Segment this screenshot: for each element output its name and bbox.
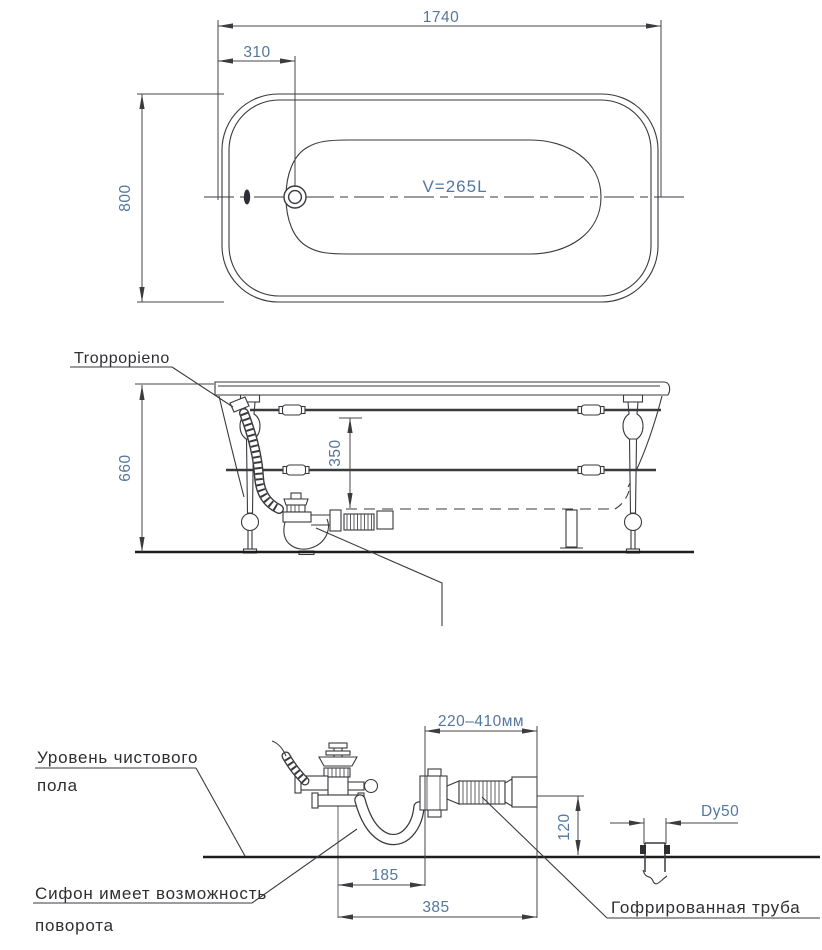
corrugated-pipe-assembly	[420, 769, 537, 817]
overflow-hole	[244, 190, 250, 205]
dimension-overflow-height	[327, 418, 362, 508]
pipe-diameter-callout	[610, 803, 739, 844]
tub-bottom-hidden-curve	[615, 491, 629, 509]
dimension-height	[117, 384, 214, 552]
dim-length-1740: 1740	[422, 9, 460, 26]
drain-fitting-detail	[295, 743, 378, 918]
wall-pipe-dy50	[640, 843, 670, 884]
dim-width-800: 800	[117, 184, 134, 212]
dim-outlet-height-120: 120	[556, 813, 573, 841]
dim-siphon-offset-185: 185	[371, 867, 399, 884]
installation-detail	[33, 713, 820, 935]
siphon-rotation-callout	[33, 829, 357, 935]
dim-drain-offset-310: 310	[243, 44, 271, 61]
leader-to-detail	[316, 528, 442, 626]
side-view	[70, 350, 694, 626]
corrugated-pipe-label: Гофрированная труба	[611, 898, 801, 917]
pipe-diameter-label: Dy50	[701, 803, 740, 820]
floor-level-label-line2: пола	[37, 776, 78, 795]
dim-height-660: 660	[117, 454, 134, 482]
dim-overflow-height-350: 350	[327, 439, 344, 467]
dim-wall-distance-range: 220–410мм	[437, 713, 525, 730]
volume-label: V=265L	[422, 177, 488, 196]
dimension-siphon-offset	[338, 867, 425, 885]
siphon-rotation-label-line1: Сифон имеет возможность	[35, 884, 267, 903]
siphon-trap	[284, 519, 329, 549]
overflow-callout	[70, 350, 233, 407]
tub-leg-right	[623, 395, 643, 553]
siphon-outlet-pipe	[360, 800, 419, 840]
drain-hole-inner	[289, 191, 302, 204]
dim-total-offset-385: 385	[422, 899, 450, 916]
floor-level-callout	[35, 748, 245, 856]
wall-connector-block	[512, 777, 537, 807]
siphon-rotation-label-line2: поворота	[35, 916, 114, 935]
top-view	[117, 9, 689, 302]
tub-rim-side	[215, 382, 670, 395]
support-rods	[226, 405, 661, 475]
floor-level-label-line1: Уровень чистового	[37, 748, 199, 767]
dimension-wall-range	[425, 713, 537, 918]
dimension-outlet-height	[537, 796, 584, 855]
overflow-hose-detail	[272, 741, 305, 781]
wall-pipe-side	[560, 510, 583, 548]
overflow-label: Troppopieno	[74, 350, 170, 367]
dimension-total-offset	[338, 899, 537, 917]
corrugated-section	[459, 781, 505, 804]
dimension-width	[117, 94, 224, 302]
siphon-assembly-side	[283, 493, 393, 555]
